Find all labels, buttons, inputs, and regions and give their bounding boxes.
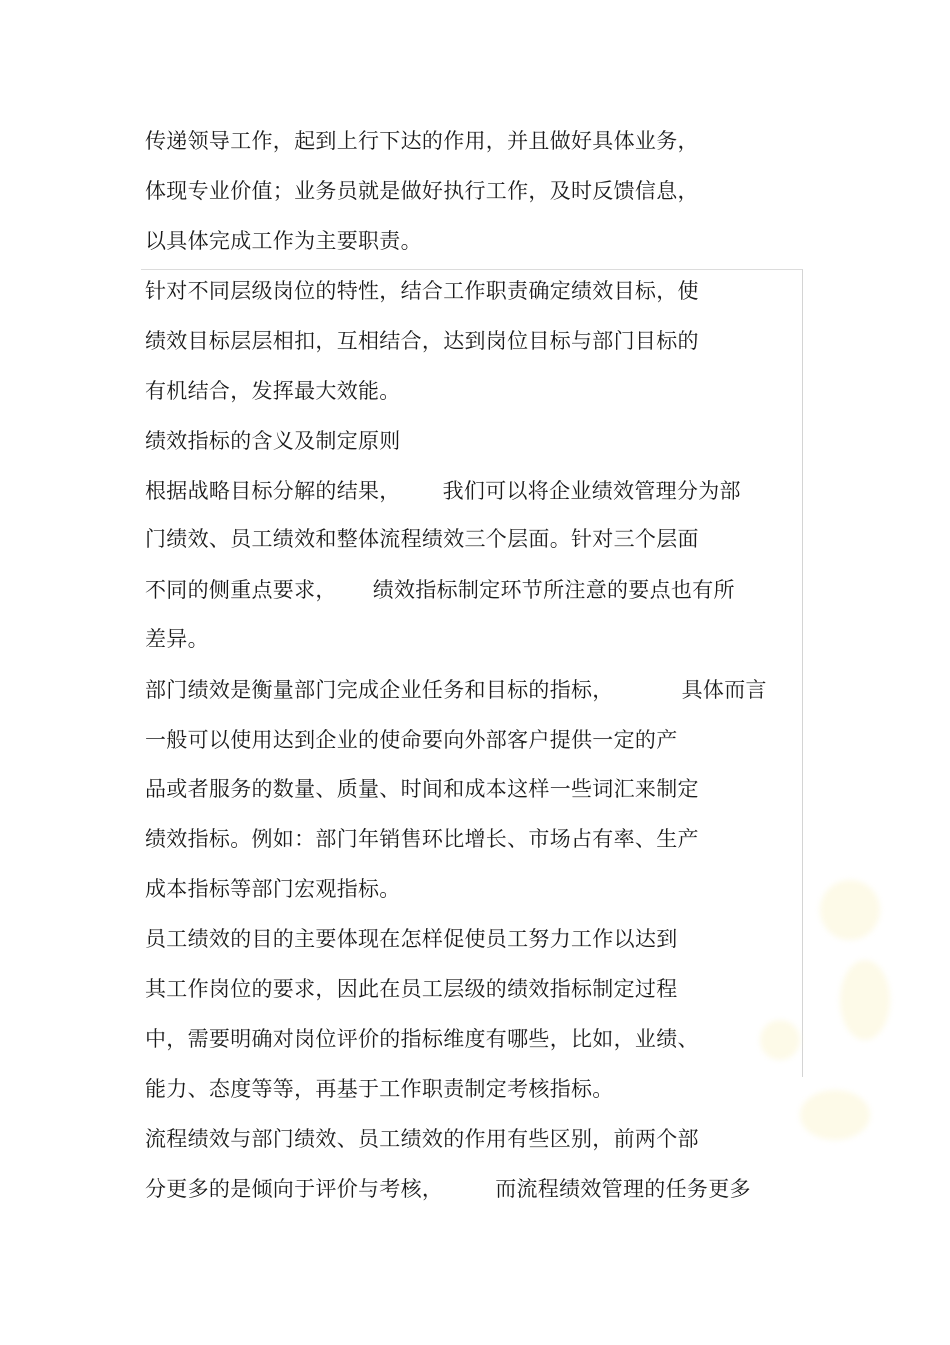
text-line: 以具体完成工作为主要职责。 bbox=[145, 229, 422, 253]
paper-stain bbox=[820, 880, 880, 940]
text-line: 传递领导工作，起到上行下达的作用，并且做好具体业务， bbox=[145, 129, 699, 153]
text-line: 其工作岗位的要求，因此在员工层级的绩效指标制定过程 bbox=[145, 977, 678, 1001]
text-line: 能力、态度等等，再基于工作职责制定考核指标。 bbox=[145, 1077, 614, 1101]
text-segment: 不同的侧重点要求， bbox=[145, 578, 337, 602]
paper-stain bbox=[760, 1020, 800, 1060]
text-line: 绩效目标层层相扣，互相结合，达到岗位目标与部门目标的 bbox=[145, 329, 699, 353]
text-line bbox=[145, 673, 767, 707]
text-line: 员工绩效的目的主要体现在怎样促使员工努力工作以达到 bbox=[145, 927, 678, 951]
text-segment: 绩效指标制定环节所注意的要点也有所 bbox=[372, 578, 735, 602]
text-segment: 我们可以将企业绩效管理分为部 bbox=[442, 479, 741, 503]
text-line: 有机结合，发挥最大效能。 bbox=[145, 379, 401, 403]
text-line: 绩效指标。例如：部门年销售环比增长、市场占有率、生产 bbox=[145, 827, 699, 851]
text-line bbox=[145, 474, 741, 508]
text-segment: 分更多的是倾向于评价与考核， bbox=[145, 1177, 444, 1201]
text-line: 针对不同层级岗位的特性，结合工作职责确定绩效目标，使 bbox=[145, 279, 699, 303]
text-segment: 具体而言 bbox=[681, 678, 767, 702]
text-line: 体现专业价值；业务员就是做好执行工作，及时反馈信息， bbox=[145, 179, 699, 203]
text-segment: 而流程绩效管理的任务更多 bbox=[495, 1177, 751, 1201]
text-line: 一般可以使用达到企业的使命要向外部客户提供一定的产 bbox=[145, 728, 678, 752]
paper-stain bbox=[800, 1090, 870, 1140]
text-line: 品或者服务的数量、质量、时间和成本这样一些词汇来制定 bbox=[145, 777, 699, 801]
section-heading: 绩效指标的含义及制定原则 bbox=[145, 429, 401, 453]
text-line: 中，需要明确对岗位评价的指标维度有哪些，比如，业绩、 bbox=[145, 1027, 699, 1051]
text-line: 流程绩效与部门绩效、员工绩效的作用有些区别，前两个部 bbox=[145, 1127, 699, 1151]
text-segment: 部门绩效是衡量部门完成企业任务和目标的指标， bbox=[145, 678, 614, 702]
text-line bbox=[145, 573, 735, 607]
paper-stain bbox=[840, 960, 890, 1040]
text-line bbox=[145, 1172, 751, 1206]
text-segment: 根据战略目标分解的结果， bbox=[145, 479, 401, 503]
text-line: 门绩效、员工绩效和整体流程绩效三个层面。针对三个层面 bbox=[145, 527, 699, 551]
text-line: 成本指标等部门宏观指标。 bbox=[145, 877, 401, 901]
text-line: 差异。 bbox=[145, 627, 209, 651]
